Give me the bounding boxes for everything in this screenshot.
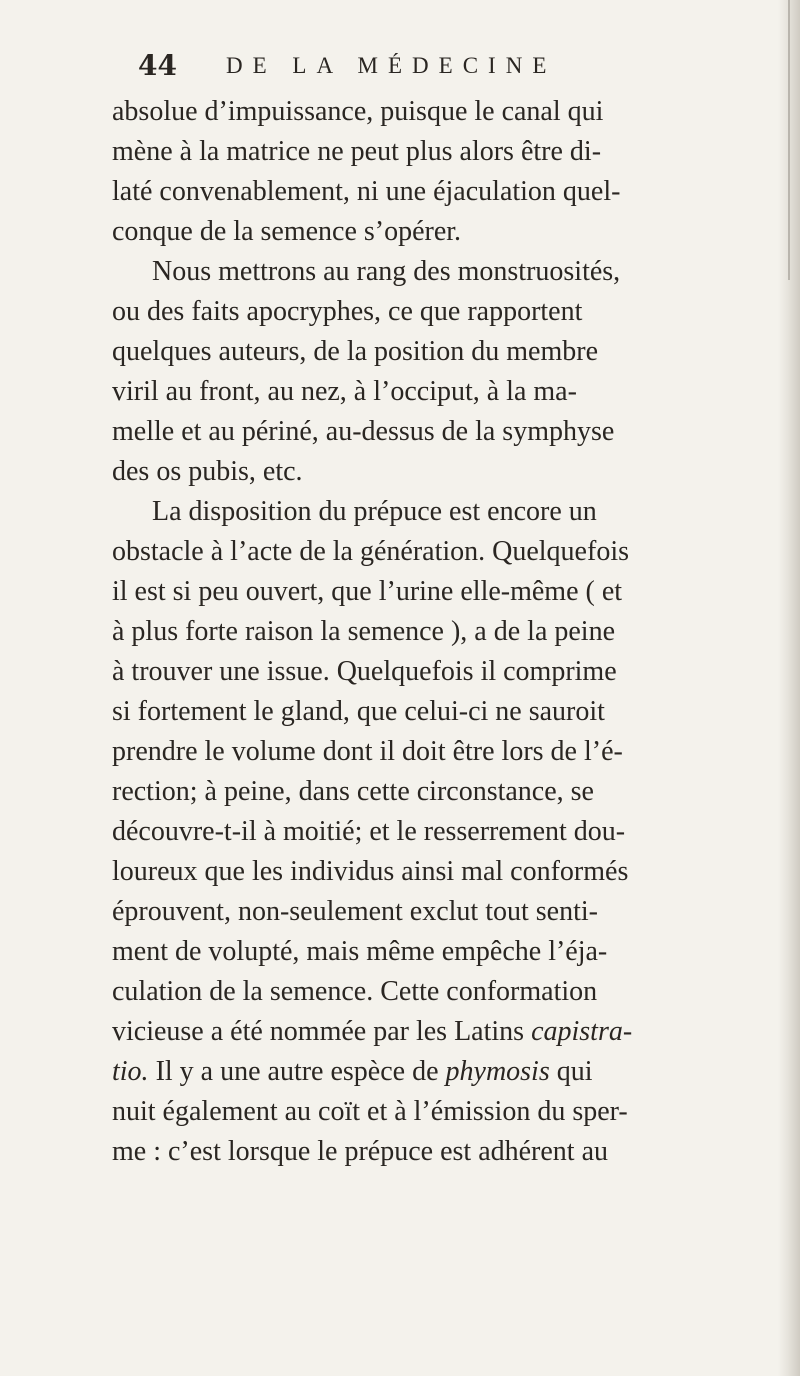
- text-line: melle et au périné, au-dessus de la symphyse: [112, 416, 615, 447]
- text-line: viril au front, au nez, à l’occiput, à la ma-: [112, 376, 577, 407]
- text-line: ment de volupté, mais même empêche l’éja-: [112, 936, 608, 967]
- text-line: laté convenablement, ni une éjaculation quel-: [112, 176, 621, 207]
- text-line: à plus forte raison la semence ), a de la peine: [112, 616, 616, 647]
- text-line: nuit également au coït et à l’émission du sper-: [112, 1096, 628, 1127]
- text-line: obstacle à l’acte de la génération. Quelquefois: [112, 536, 629, 567]
- text-line: [112, 1012, 632, 1052]
- text-segment: vicieuse a été nommée par les Latins: [112, 1016, 525, 1047]
- text-segment: qui: [556, 1056, 593, 1087]
- text-line: absolue d’impuissance, puisque le canal qui: [112, 96, 604, 127]
- text-line: culation de la semence. Cette conformation: [112, 976, 598, 1007]
- running-head: DE LA MÉDECINE: [226, 53, 557, 78]
- text-line: découvre-t-il à moitié; et le resserrement dou-: [112, 816, 626, 847]
- page-number: 44: [138, 49, 177, 82]
- text-line: loureux que les individus ainsi mal conformés: [112, 856, 629, 887]
- text-line: Nous mettrons au rang des monstruosités,: [152, 256, 621, 287]
- text-line: rection; à peine, dans cette circonstance, se: [112, 776, 594, 807]
- text-line: ou des faits apocryphes, ce que rapportent: [112, 296, 583, 327]
- text-line: La disposition du prépuce est encore un: [152, 496, 597, 527]
- text-line: mène à la matrice ne peut plus alors être di-: [112, 136, 602, 167]
- page-header: [138, 46, 778, 86]
- italic-term-phymosis: phymosis: [445, 1056, 550, 1087]
- text-line: prendre le volume dont il doit être lors de l’é-: [112, 736, 623, 767]
- spine-edge-line: [788, 0, 790, 280]
- italic-term-capistratio-end: tio.: [112, 1056, 149, 1087]
- text-line: des os pubis, etc.: [112, 456, 303, 487]
- text-line: me : c’est lorsque le prépuce est adhérent au: [112, 1136, 609, 1167]
- text-segment: Il y a une autre espèce de: [155, 1056, 439, 1087]
- text-line: il est si peu ouvert, que l’urine elle-même ( et: [112, 576, 623, 607]
- text-line: quelques auteurs, de la position du membre: [112, 336, 598, 367]
- text-line: [112, 1052, 593, 1092]
- text-line: éprouvent, non-seulement exclut tout senti-: [112, 896, 598, 927]
- italic-term-capistratio: capistra-: [531, 1016, 633, 1047]
- text-line: à trouver une issue. Quelquefois il comprime: [112, 656, 617, 687]
- text-line: si fortement le gland, que celui-ci ne sauroit: [112, 696, 605, 727]
- text-line: conque de la semence s’opérer.: [112, 216, 462, 247]
